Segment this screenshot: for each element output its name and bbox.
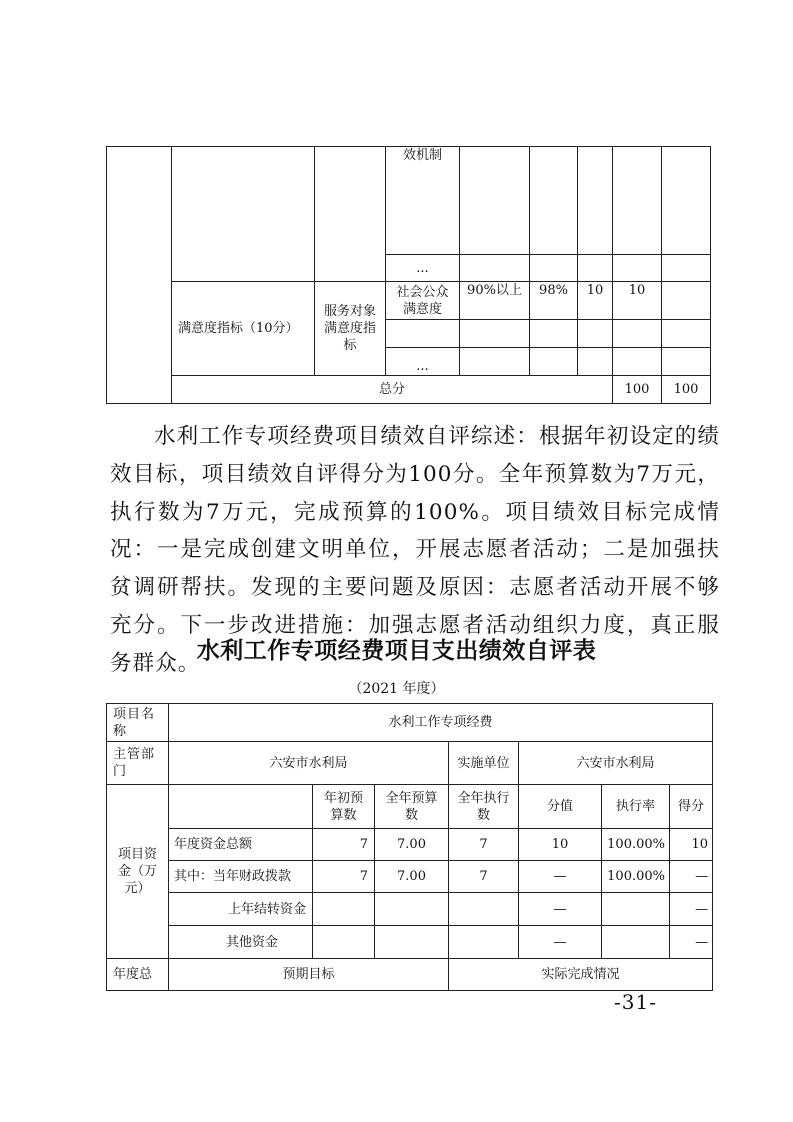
target-cell (460, 147, 530, 255)
satisfaction-target: 90%以上 (460, 282, 530, 320)
funds-initial: 7 (313, 861, 375, 893)
funds-score: — (670, 861, 713, 893)
funds-weight: — (519, 893, 602, 926)
funds-full: 7.00 (375, 829, 449, 861)
funds-full (375, 893, 449, 926)
funds-rate: 100.00% (602, 829, 670, 861)
total-weight: 100 (613, 376, 662, 404)
form-title: 水利工作专项经费项目支出绩效自评表 (196, 638, 597, 664)
funds-full: 7.00 (375, 861, 449, 893)
funds-weight: 10 (519, 829, 602, 861)
actual-cell (530, 147, 578, 255)
full-year-budget-header: 全年预算数 (375, 785, 449, 829)
funds-initial: 7 (313, 829, 375, 861)
funds-score: — (670, 893, 713, 926)
funds-weight: — (519, 861, 602, 893)
form-year: （2021 年度） (348, 681, 445, 697)
funds-exec (449, 926, 519, 959)
second-level-indicator-cell (172, 147, 315, 282)
weight-cell (578, 147, 613, 255)
indicator-cell: 效机制 (386, 147, 460, 255)
initial-budget-header: 年初预算数 (313, 785, 375, 829)
total-score-label: 总分 (172, 376, 613, 404)
actual-completion-header: 实际完成情况 (449, 959, 713, 991)
funds-weight: — (519, 926, 602, 959)
service-satisfaction-label: 服务对象满意度指标 (315, 282, 386, 376)
ellipsis-cell: ... (386, 348, 460, 376)
department-label: 主管部门 (107, 742, 169, 785)
public-satisfaction-label: 社会公众满意度 (386, 282, 460, 320)
satisfaction-indicator-label: 满意度指标（10分） (172, 282, 315, 376)
performance-summary-paragraph: 水利工作专项经费项目绩效自评综述：根据年初设定的绩效目标，项目绩效自评得分为100分。全年预算数为7万元，执行数为7万元，完成预算的100%。项目绩效目标完成情况：一是完成创建文明单位，开展志愿者活动；二是加强扶贫调研帮扶。发现的主要问题及原因：志愿者活动开展不够充分。下一步改进措施：加强志愿者活动组织力度，真正服务群众。 (110, 424, 720, 676)
funds-rate (602, 926, 670, 959)
third-level-indicator-cell (315, 147, 386, 282)
annual-target-label: 年度总 (107, 959, 169, 991)
implementing-unit-value: 六安市水利局 (519, 742, 713, 785)
funds-full (375, 926, 449, 959)
funds-score: — (670, 926, 713, 959)
funds-row-label: 年度资金总额 (169, 829, 313, 861)
satisfaction-actual: 98% (530, 282, 578, 320)
first-level-indicator-cell (107, 147, 172, 404)
score-header: 得分 (670, 785, 713, 829)
full-year-execution-header: 全年执行数 (449, 785, 519, 829)
page-number: -31- (614, 990, 657, 1014)
project-name-label: 项目名称 (107, 704, 169, 742)
self-evaluation-table (106, 703, 713, 991)
funds-exec: 7 (449, 829, 519, 861)
total-score: 100 (662, 376, 711, 404)
funds-rate: 100.00% (602, 861, 670, 893)
expected-target-header: 预期目标 (169, 959, 449, 991)
satisfaction-weight: 10 (578, 282, 613, 320)
funds-rate (602, 893, 670, 926)
funds-row-label: 其中：当年财政拨款 (169, 861, 313, 893)
project-funds-label: 项目资金（万元） (107, 785, 169, 959)
funds-score: 10 (670, 829, 713, 861)
score-cell (613, 147, 662, 255)
implementing-unit-label: 实施单位 (449, 742, 519, 785)
funds-row-label: 上年结转资金 (169, 893, 313, 926)
funds-row-label: 其他资金 (169, 926, 313, 959)
weight-header: 分值 (519, 785, 602, 829)
execution-rate-header: 执行率 (602, 785, 670, 829)
project-name-value: 水利工作专项经费 (169, 704, 713, 742)
satisfaction-score: 10 (613, 282, 662, 320)
performance-indicator-table (106, 146, 711, 404)
funds-exec: 7 (449, 861, 519, 893)
ellipsis-cell: ... (386, 255, 460, 282)
funds-initial (313, 893, 375, 926)
department-value: 六安市水利局 (169, 742, 449, 785)
funds-initial (313, 926, 375, 959)
funds-exec (449, 893, 519, 926)
reason-cell (662, 147, 711, 255)
